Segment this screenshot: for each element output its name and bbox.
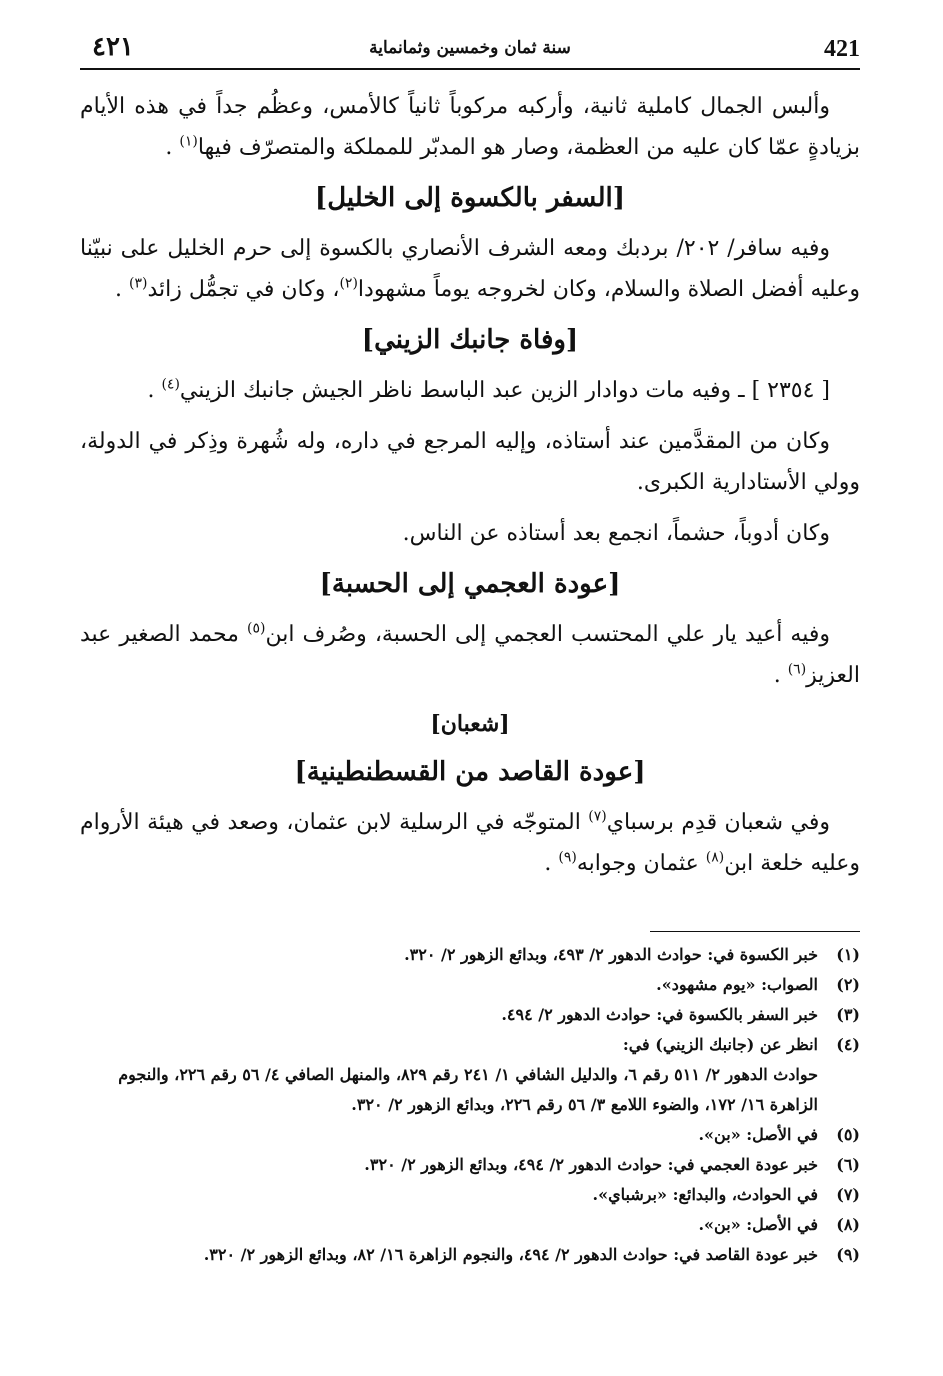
kiswa-text-b: ، وكان في تجمُّل زائد <box>147 277 340 302</box>
envoy-end: . <box>544 851 552 876</box>
footnote-text: في الأصل: «بن». <box>698 1125 818 1144</box>
footnote-text: خبر السفر بالكسوة في: حوادث الدهور ٢/ ٤٩٤. <box>501 1005 818 1024</box>
footnote-ref-6: (٦) <box>787 661 807 678</box>
section-title-envoy: [عودة القاصد من القسطنطينية] <box>294 757 646 787</box>
footnote-9 <box>80 1240 860 1270</box>
envoy-text-c: عثمان وجوابه <box>576 851 706 876</box>
footnote-number: (٨) <box>836 1215 860 1234</box>
footnote-number: (١) <box>836 945 860 964</box>
footnote-number: (٩) <box>836 1245 860 1264</box>
footnote-8 <box>80 1210 860 1240</box>
footnote-ref-9: (٩) <box>558 849 577 866</box>
janibak-line1: [ ٢٣٥٤ ] ـ وفيه مات دوادار الزين عبد الباسط ناظر الجيش جانبك الزيني <box>179 378 830 403</box>
envoy-text-a: وفي شعبان قدِم برسباي <box>606 810 830 835</box>
footnote-5 <box>80 1120 860 1150</box>
page <box>80 28 860 1348</box>
footnote-text: خبر عودة العجمي في: حوادث الدهور ٢/ ٤٩٤، وبدائع الزهور ٢/ ٣٢٠. <box>364 1155 818 1174</box>
footnote-number: (٧) <box>836 1185 860 1204</box>
footnote-4-continuation: حوادث الدهور ٢/ ٥١١ رقم ٦، والدليل الشافي ١/ ٢٤١ رقم ٨٢٩، والمنهل الصافي ٤/ ٥٦ رقم ٢٢٦، والنجوم الزاهرة ١٦/ ١٧٢، والضوء اللامع ٣/ ٥٦ رقم ٢٢٦، وبدائع الزهور ٢/ ٣٢٠. <box>118 1065 818 1114</box>
footnote-text: انظر عن (جانبك الزيني) في: <box>622 1035 818 1054</box>
intro-end: . <box>165 135 173 160</box>
footnote-ref-7: (٧) <box>588 808 607 825</box>
month-heading-shaban: [شعبان] <box>430 711 510 737</box>
footnote-ref-1: (١) <box>179 133 198 150</box>
footnote-number: (٤) <box>836 1035 860 1054</box>
footnote-text: خبر عودة القاصد في: حوادث الدهور ٢/ ٤٩٤، والنجوم الزاهرة ١٦/ ٨٢، وبدائع الزهور ٢/ ٣٢٠. <box>203 1245 818 1264</box>
intro-paragraph <box>80 86 860 168</box>
footnote-1 <box>80 940 860 970</box>
hisba-end: . <box>773 663 781 688</box>
footnote-ref-8: (٨) <box>705 849 725 866</box>
footnote-7 <box>80 1180 860 1210</box>
footnote-ref-3: (٣) <box>128 275 148 292</box>
running-title: سنة ثمان وخمسين وثمانماية <box>369 38 571 58</box>
kiswa-end: . <box>114 277 122 302</box>
footnote-ref-4: (٤) <box>161 376 180 393</box>
paragraph-hisba <box>80 614 860 696</box>
hisba-text-a: وفيه أعيد يار علي المحتسب العجمي إلى الحسبة، وصُرف ابن <box>265 622 830 647</box>
footnote-number: (٦) <box>836 1155 860 1174</box>
janibak-end1: . <box>147 378 155 403</box>
envoy-text-b: المتوجّه في الرسلية لابن عثمان، وصعد في هيئة الأروام وعليه خلعة ابن <box>80 810 860 876</box>
section-title-janibak: [وفاة جانبك الزيني] <box>361 325 579 355</box>
section-title-hisba: [عودة العجمي إلى الحسبة] <box>319 569 621 599</box>
footnote-text: في الأصل: «بن». <box>698 1215 818 1234</box>
footnote-4 <box>80 1030 860 1060</box>
paragraph-janibak-3: وكان أدوباً، حشماً، انجمع بعد أستاذه عن الناس. <box>402 521 830 546</box>
paragraph-envoy <box>80 802 860 884</box>
footnotes <box>80 940 860 1270</box>
footnote-6 <box>80 1150 860 1180</box>
footnote-number: (٢) <box>836 975 860 994</box>
page-number-arabic: ٤٢١ <box>92 32 134 62</box>
page-number: 421 <box>824 36 860 62</box>
footnote-2 <box>80 970 860 1000</box>
kiswa-text-a: وفيه سافر/ ٢٠٢/ بردبك ومعه الشرف الأنصاري بالكسوة إلى حرم الخليل على نبيّنا وعليه أفضل الصلاة والسلام، وكان لخروجه يوماً مشهودا <box>80 236 860 302</box>
footnote-number: (٥) <box>836 1125 860 1144</box>
footnote-text: الصواب: «يوم مشهود». <box>656 975 818 994</box>
page-header <box>80 28 860 70</box>
footnote-3 <box>80 1000 860 1030</box>
footnote-divider <box>650 931 860 932</box>
intro-text: وألبس الجمال كاملية ثانية، وأركبه مركوباً ثانياً كالأمس، وعظُم جداً في هذه الأيام بزيادةٍ عمّا كان عليه من العظمة، وصار هو المدبّر للمملكة والمتصرّف فيها <box>80 94 860 160</box>
section-title-kiswa: [السفر بالكسوة إلى الخليل] <box>314 183 626 213</box>
main-text <box>80 86 860 894</box>
footnote-text: خبر الكسوة في: حوادث الدهور ٢/ ٤٩٣، وبدائع الزهور ٢/ ٣٢٠. <box>404 945 818 964</box>
paragraph-janibak-entry <box>80 370 860 411</box>
footnote-ref-2: (٢) <box>339 275 358 292</box>
hisba-text-b: محمد الصغير عبد العزيز <box>80 622 860 688</box>
paragraph-kiswa <box>80 228 860 310</box>
footnote-text: في الحوادث، والبدائع: «برشباي». <box>592 1185 818 1204</box>
paragraph-janibak-2: وكان من المقدَّمين عند أستاذه، وإليه المرجع في داره، وله شُهرة وذِكر في الدولة، وولي الأستادارية الكبرى. <box>80 429 860 495</box>
footnote-number: (٣) <box>836 1005 860 1024</box>
footnote-ref-5: (٥) <box>247 620 266 637</box>
